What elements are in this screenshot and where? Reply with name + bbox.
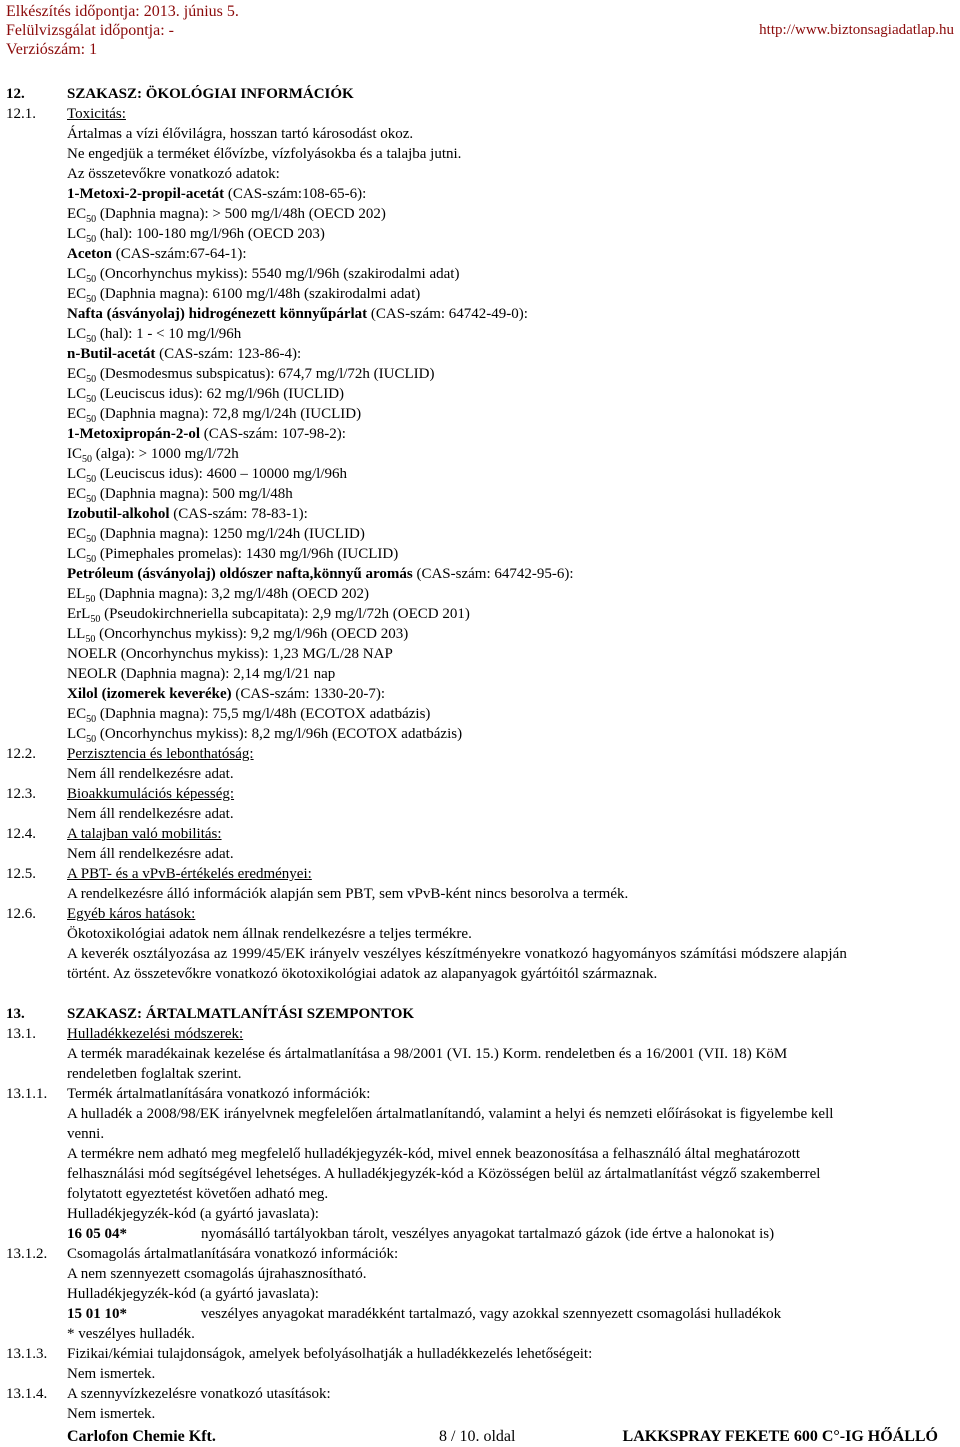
text-line: Az összetevőkre vonatkozó adatok: (67, 166, 280, 182)
section-12-1-heading: 12.1. Toxicitás: (6, 106, 126, 122)
section-13-1-2-heading: 13.1.2. Csomagolás ártalmatlanítására vonatkozó információk: (6, 1246, 399, 1262)
text-line: rendeletben foglaltak szerint. (67, 1066, 242, 1082)
section-12-6-heading: 12.6. Egyéb káros hatások: (6, 906, 196, 922)
waste-code-row: 16 05 04* nyomásálló tartályokban tárolt, veszélyes anyagokat tartalmazó gázok (ide értve a halonokat is) (67, 1226, 775, 1242)
tox-value: $LC_{50}$ (Oncorhynchus mykiss): 8,2 mg/l/96h (ECOTOX adatbázis) (67, 726, 463, 745)
tox-value: $LC_{50}$ (hal): 1 - < 10 mg/l/96h (67, 326, 242, 345)
header-url-link[interactable]: http://www.biztonsagiadatlap.hu (759, 22, 954, 38)
text-line: felhasználási mód segítségével lehetséges. A hulladékjegyzék-kód a Közösségen belül az ártalmatlanítást végző szakemberrel (67, 1166, 821, 1182)
footer-page-number: 8 / 10. oldal (439, 1428, 516, 1445)
tox-value: $EC_{50}$ (Desmodesmus subspicatus): 674,7 mg/l/72h (IUCLID) (67, 366, 435, 385)
component-heading: Nafta (ásványolaj) hidrogénezett könnyűpárlat (CAS-szám: 64742-49-0): (67, 306, 528, 322)
section-12-3-heading: 12.3. Bioakkumulációs képesség: (6, 786, 235, 802)
component-heading: n-Butil-acetát (CAS-szám: 123-86-4): (67, 346, 302, 362)
tox-value: $LC_{50}$ (Pimephales promelas): 1430 mg/l/96h (IUCLID) (67, 546, 399, 565)
text-line: Ökotoxikológiai adatok nem állnak rendelkezésre a teljes termékre. (67, 926, 472, 942)
header-created-date: Elkészítés időpontja: 2013. június 5. (6, 3, 239, 20)
tox-value: $EC_{50}$ (Daphnia magna): 1250 mg/l/24h (IUCLID) (67, 526, 365, 545)
text-line: A nem szennyezett csomagolás újrahasznosítható. (67, 1266, 367, 1282)
text-line: A rendelkezésre álló információk alapján sem PBT, sem vPvB-ként nincs besorolva a termék. (67, 886, 629, 902)
text-line: Nem ismertek. (67, 1366, 156, 1382)
text-line: A keverék osztályozása az 1999/45/EK irányelv veszélyes készítményekre vonatkozó hagyományos számítási módszere alapján (67, 946, 847, 962)
document-body (0, 84, 960, 1424)
text-line: A termékre nem adható meg megfelelő hulladékjegyzék-kód, mivel ennek beazonosítása a felhasználó által meghatározott (67, 1146, 801, 1162)
page-header (6, 2, 239, 59)
component-heading: 1-Metoxi-2-propil-acetát (CAS-szám:108-65-6): (67, 186, 367, 202)
text-line: Ne engedjük a terméket élővízbe, vízfolyásokba és a talajba jutni. (67, 146, 462, 162)
text-line: A hulladék a 2008/98/EK irányelvnek megfelelően ártalmatlanítandó, valamint a helyi és nemzeti előírásokat is figyelembe kell (67, 1106, 834, 1122)
component-heading: Xilol (izomerek keveréke) (CAS-szám: 1330-20-7): (67, 686, 385, 702)
header-revision-date: Felülvizsgálat időpontja: - (6, 22, 174, 39)
text-line: folytatott egyeztetést követően adható meg. (67, 1186, 329, 1202)
tox-value: NOELR (Oncorhynchus mykiss): 1,23 MG/L/28 NAP (67, 646, 393, 662)
component-heading: Petróleum (ásványolaj) oldószer nafta,könnyű aromás (CAS-szám: 64742-95-6): (67, 566, 574, 582)
tox-value: $LC_{50}$ (Leuciscus idus): 4600 – 10000 mg/l/96h (67, 466, 347, 485)
tox-value: $EC_{50}$ (Daphnia magna): 75,5 mg/l/48h (ECOTOX adatbázis) (67, 706, 431, 725)
tox-value: $EC_{50}$ (Daphnia magna): 72,8 mg/l/24h (IUCLID) (67, 406, 362, 425)
text-line: * veszélyes hulladék. (67, 1326, 195, 1342)
text-line: Nem áll rendelkezésre adat. (67, 806, 234, 822)
footer-company: Carlofon Chemie Kft. (67, 1428, 216, 1445)
component-heading: Aceton (CAS-szám:67-64-1): (67, 246, 247, 262)
text-line: Nem áll rendelkezésre adat. (67, 766, 234, 782)
text-line: Hulladékjegyzék-kód (a gyártó javaslata): (67, 1286, 319, 1302)
tox-value: $IC_{50}$ (alga): > 1000 mg/l/72h (67, 446, 239, 465)
section-12-4-heading: 12.4. A talajban való mobilitás: (6, 826, 222, 842)
text-line: Hulladékjegyzék-kód (a gyártó javaslata): (67, 1206, 319, 1222)
tox-value: $EL_{50}$ (Daphnia magna): 3,2 mg/l/48h (OECD 202) (67, 586, 370, 605)
footer-product-name: LAKKSPRAY FEKETE 600 C°-IG HŐÁLLÓ (622, 1428, 938, 1445)
tox-value: $EC_{50}$ (Daphnia magna): 6100 mg/l/48h (szakirodalmi adat) (67, 286, 421, 305)
text-line: történt. Az összetevőkre vonatkozó ökotoxikológiai adatok az alapanyagok gyártóitól származnak. (67, 966, 658, 982)
section-13-heading: 13. SZAKASZ: ÁRTALMATLANÍTÁSI SZEMPONTOK (6, 1006, 415, 1022)
section-13-1-heading: 13.1. Hulladékkezelési módszerek: (6, 1026, 244, 1042)
tox-value: $LC_{50}$ (hal): 100-180 mg/l/96h (OECD 203) (67, 226, 325, 245)
tox-value: $EC_{50}$ (Daphnia magna): 500 mg/l/48h (67, 486, 293, 505)
section-13-1-3-heading: 13.1.3. Fizikai/kémiai tulajdonságok, amelyek befolyásolhatják a hulladékkezelés lehetőségeit: (6, 1346, 593, 1362)
component-heading: Izobutil-alkohol (CAS-szám: 78-83-1): (67, 506, 308, 522)
text-line: Nem ismertek. (67, 1406, 156, 1422)
tox-value: ErL$_{50}$ (Pseudokirchneriella subcapitata): 2,9 mg/l/72h (OECD 201) (67, 606, 470, 625)
section-13-1-1-heading: 13.1.1. Termék ártalmatlanítására vonatkozó információk: (6, 1086, 371, 1102)
text-line: Ártalmas a vízi élővilágra, hosszan tartó károsodást okoz. (67, 126, 414, 142)
tox-value: NEOLR (Daphnia magna): 2,14 mg/l/21 nap (67, 666, 336, 682)
header-version: Verziószám: 1 (6, 41, 98, 58)
section-12-heading: 12. SZAKASZ: ÖKOLÓGIAI INFORMÁCIÓK (6, 86, 354, 102)
waste-code: 15 01 10* (67, 1306, 127, 1322)
text-line: venni. (67, 1126, 105, 1142)
section-12-2-heading: 12.2. Perzisztencia és lebonthatóság: (6, 746, 254, 762)
text-line: A termék maradékainak kezelése és ártalmatlanítása a 98/2001 (VI. 15.) Korm. rendeletben és a 16/2001 (VII. 18) KöM (67, 1046, 788, 1062)
tox-value: $LC_{50}$ (Oncorhynchus mykiss): 5540 mg/l/96h (szakirodalmi adat) (67, 266, 460, 285)
tox-value: $EC_{50}$ (Daphnia magna): > 500 mg/l/48h (OECD 202) (67, 206, 386, 225)
tox-value: $LC_{50}$ (Leuciscus idus): 62 mg/l/96h (IUCLID) (67, 386, 345, 405)
text-line: Nem áll rendelkezésre adat. (67, 846, 234, 862)
component-heading: 1-Metoxipropán-2-ol (CAS-szám: 107-98-2): (67, 426, 346, 442)
waste-code: 16 05 04* (67, 1226, 127, 1242)
tox-value: $LL_{50}$ (Oncorhynchus mykiss): 9,2 mg/l/96h (OECD 203) (67, 626, 409, 645)
section-13-1-4-heading: 13.1.4. A szennyvízkezelésre vonatkozó utasítások: (6, 1386, 331, 1402)
section-12-5-heading: 12.5. A PBT- és a vPvB-értékelés eredményei: (6, 866, 312, 882)
waste-code-row: 15 01 10* veszélyes anyagokat maradékként tartalmazó, vagy azokkal szennyezett csomagolási hulladékok (67, 1306, 782, 1322)
